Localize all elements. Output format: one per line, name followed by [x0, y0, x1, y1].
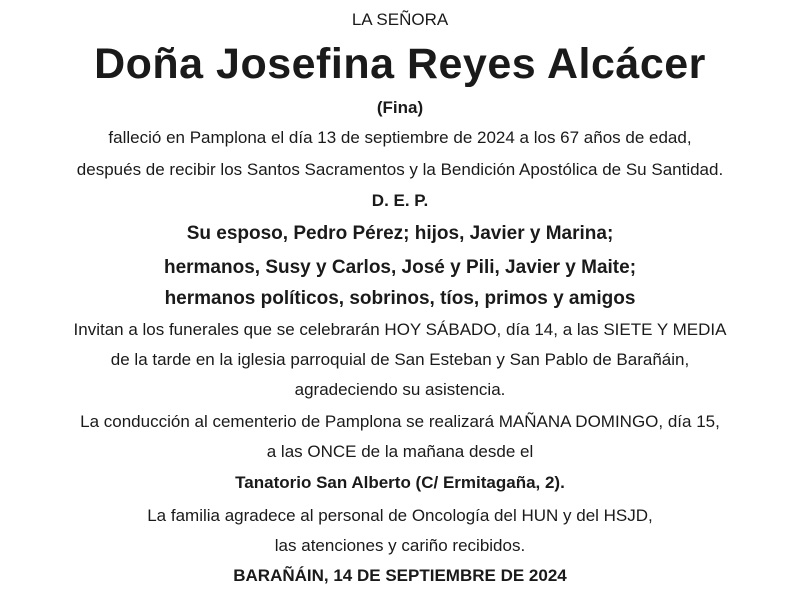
funeral-home: Tanatorio San Alberto (C/ Ermitagaña, 2).	[235, 473, 565, 492]
sacraments-line: después de recibir los Santos Sacramentos y la Bendición Apostólica de Su Santidad.	[76, 160, 724, 179]
cemetery-line: La conducción al cementerio de Pamplona se realizará MAÑANA DOMINGO, día 15,	[80, 412, 720, 431]
cemetery-line: a las ONCE de la mañana desde el	[266, 442, 534, 461]
nickname: (Fina)	[376, 98, 424, 117]
thanks-line: las atenciones y cariño recibidos.	[274, 536, 526, 555]
funeral-line: Invitan a los funerales que se celebrarán HOY SÁBADO, día 14, a las SIETE Y MEDIA	[73, 320, 727, 339]
funeral-line: de la tarde en la iglesia parroquial de San Esteban y San Pablo de Barañáin,	[110, 350, 690, 369]
intro-label: LA SEÑORA	[351, 10, 449, 29]
funeral-line: agradeciendo su asistencia.	[294, 380, 506, 399]
death-line: falleció en Pamplona el día 13 de septiembre de 2024 a los 67 años de edad,	[108, 128, 692, 147]
deceased-name: Doña Josefina Reyes Alcácer	[94, 40, 706, 88]
place-date: BARAÑÁIN, 14 DE SEPTIEMBRE DE 2024	[233, 566, 567, 585]
thanks-line: La familia agradece al personal de Oncología del HUN y del HSJD,	[147, 506, 653, 525]
family-line: Su esposo, Pedro Pérez; hijos, Javier y Marina;	[186, 223, 614, 244]
family-line: hermanos, Susy y Carlos, José y Pili, Javier y Maite;	[163, 257, 637, 278]
family-line: hermanos políticos, sobrinos, tíos, primos y amigos	[164, 288, 636, 309]
rip-label: D. E. P.	[371, 191, 429, 210]
